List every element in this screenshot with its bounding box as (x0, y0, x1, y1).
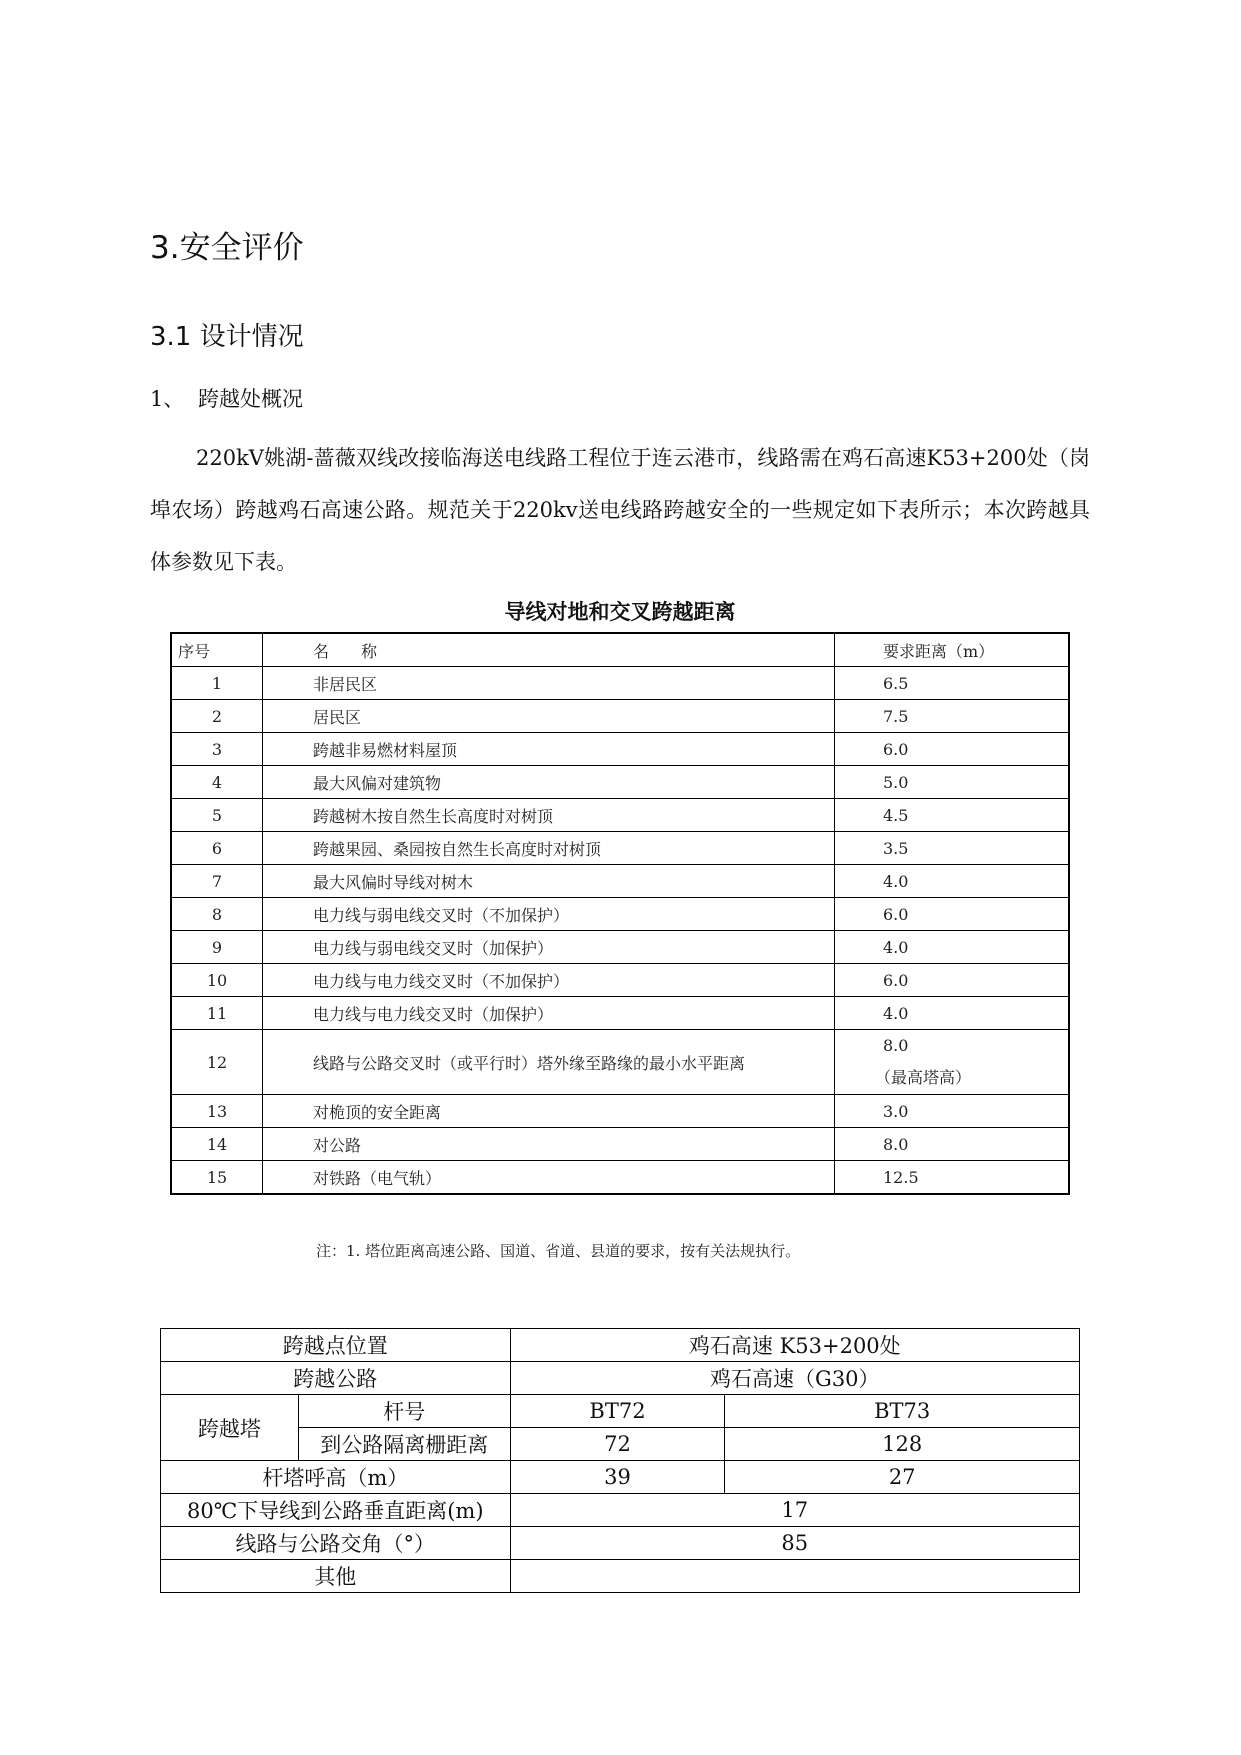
vertical-distance-value: 17 (510, 1494, 1079, 1527)
distance-note: （最高塔高） (875, 1068, 972, 1087)
header-distance: 要求距离（m） (835, 633, 1070, 667)
subsection-heading: 3.1 设计情况 (150, 322, 304, 352)
pole-no-label: 杆号 (298, 1395, 510, 1428)
row-distance: 4.5 (835, 799, 1070, 832)
other-label: 其他 (161, 1560, 511, 1593)
row-name: 非居民区 (263, 667, 835, 700)
table-row (161, 1329, 1080, 1362)
table-row (161, 1560, 1080, 1593)
distance-value: 8.0 (883, 1036, 909, 1055)
row-name: 电力线与电力线交叉时（加保护） (263, 997, 835, 1030)
table-row (171, 700, 1069, 733)
row-name: 对铁路（电气轨） (263, 1161, 835, 1195)
row-name: 跨越果园、桑园按自然生长高度时对树顶 (263, 832, 835, 865)
tower-label: 跨越塔 (161, 1395, 299, 1461)
table-note: 注：1. 塔位距离高速公路、国道、省道、县道的要求，按有关法规执行。 (316, 1242, 801, 1260)
tower-height-value: 27 (725, 1461, 1080, 1494)
header-name: 名 称 (263, 633, 835, 667)
header-seq: 序号 (171, 633, 263, 667)
row-name: 最大风偏对建筑物 (263, 766, 835, 799)
row-number: 5 (171, 799, 263, 832)
table-row (171, 865, 1069, 898)
row-distance: 12.5 (835, 1161, 1070, 1195)
row-distance (835, 1030, 1070, 1095)
table-row (171, 799, 1069, 832)
fence-distance-label: 到公路隔离栅距离 (298, 1428, 510, 1461)
table-row (171, 667, 1069, 700)
tower-height-label: 杆塔呼高（m） (161, 1461, 511, 1494)
crossing-parameters-table (160, 1328, 1080, 1593)
clearance-table (170, 632, 1070, 1195)
row-number: 14 (171, 1128, 263, 1161)
table-row (161, 1527, 1080, 1560)
row-number: 1 (171, 667, 263, 700)
table-row (161, 1428, 1080, 1461)
fence-distance-value: 128 (725, 1428, 1080, 1461)
row-name: 电力线与弱电线交叉时（加保护） (263, 931, 835, 964)
row-name: 线路与公路交叉时（或平行时）塔外缘至路缘的最小水平距离 (263, 1030, 835, 1095)
list-item-number: 1、 (150, 387, 185, 411)
row-name: 对公路 (263, 1128, 835, 1161)
row-distance: 4.0 (835, 931, 1070, 964)
crossing-road-label: 跨越公路 (161, 1362, 511, 1395)
crossing-angle-value: 85 (510, 1527, 1079, 1560)
row-distance: 6.0 (835, 898, 1070, 931)
crossing-point-value: 鸡石高速 K53+200处 (510, 1329, 1079, 1362)
row-number: 13 (171, 1095, 263, 1128)
pole-no-value: BT73 (725, 1395, 1080, 1428)
row-distance: 6.0 (835, 733, 1070, 766)
row-distance: 8.0 (835, 1128, 1070, 1161)
row-distance: 6.5 (835, 667, 1070, 700)
table-row (161, 1395, 1080, 1428)
crossing-point-label: 跨越点位置 (161, 1329, 511, 1362)
table-row (171, 1128, 1069, 1161)
table-row (171, 898, 1069, 931)
row-distance: 3.0 (835, 1095, 1070, 1128)
table-row (171, 832, 1069, 865)
table-row (161, 1362, 1080, 1395)
table-row (171, 1095, 1069, 1128)
row-distance: 5.0 (835, 766, 1070, 799)
list-item-text: 跨越处概况 (198, 387, 303, 411)
row-number: 9 (171, 931, 263, 964)
row-name: 跨越非易燃材料屋顶 (263, 733, 835, 766)
crossing-angle-label: 线路与公路交角（°） (161, 1527, 511, 1560)
row-name: 居民区 (263, 700, 835, 733)
table-row (171, 766, 1069, 799)
row-distance: 7.5 (835, 700, 1070, 733)
table-row (171, 964, 1069, 997)
row-name: 最大风偏时导线对树木 (263, 865, 835, 898)
table-caption: 导线对地和交叉跨越距离 (504, 600, 736, 624)
row-name: 对桅顶的安全距离 (263, 1095, 835, 1128)
row-number: 15 (171, 1161, 263, 1195)
row-number: 4 (171, 766, 263, 799)
table-row (161, 1494, 1080, 1527)
table-row (171, 997, 1069, 1030)
vertical-distance-label: 80℃下导线到公路垂直距离(m) (161, 1494, 511, 1527)
table-row (171, 1030, 1069, 1095)
row-distance: 4.0 (835, 865, 1070, 898)
table-row (171, 931, 1069, 964)
table-row (171, 1161, 1069, 1195)
table-row (161, 1461, 1080, 1494)
row-number: 3 (171, 733, 263, 766)
section-heading: 3.安全评价 (150, 230, 304, 266)
other-value (510, 1560, 1079, 1593)
row-number: 6 (171, 832, 263, 865)
list-item (150, 383, 303, 413)
row-distance: 4.0 (835, 997, 1070, 1030)
body-paragraph: 220kV姚湖-蔷薇双线改接临海送电线路工程位于连云港市，线路需在鸡石高速K53+200处（岗埠农场）跨越鸡石高速公路。规范关于220kv送电线路跨越安全的一些规定如下表所示；本次跨越具体参数见下表。 (150, 446, 1090, 574)
pole-no-value: BT72 (510, 1395, 725, 1428)
crossing-road-value: 鸡石高速（G30） (510, 1362, 1079, 1395)
row-number: 7 (171, 865, 263, 898)
row-distance: 3.5 (835, 832, 1070, 865)
row-name: 电力线与电力线交叉时（不加保护） (263, 964, 835, 997)
row-name: 电力线与弱电线交叉时（不加保护） (263, 898, 835, 931)
tower-height-value: 39 (510, 1461, 725, 1494)
row-distance: 6.0 (835, 964, 1070, 997)
row-number: 2 (171, 700, 263, 733)
row-number: 12 (171, 1030, 263, 1095)
row-number: 8 (171, 898, 263, 931)
row-number: 10 (171, 964, 263, 997)
table-header-row (171, 633, 1069, 667)
row-number: 11 (171, 997, 263, 1030)
fence-distance-value: 72 (510, 1428, 725, 1461)
row-name: 跨越树木按自然生长高度时对树顶 (263, 799, 835, 832)
table-row (171, 733, 1069, 766)
